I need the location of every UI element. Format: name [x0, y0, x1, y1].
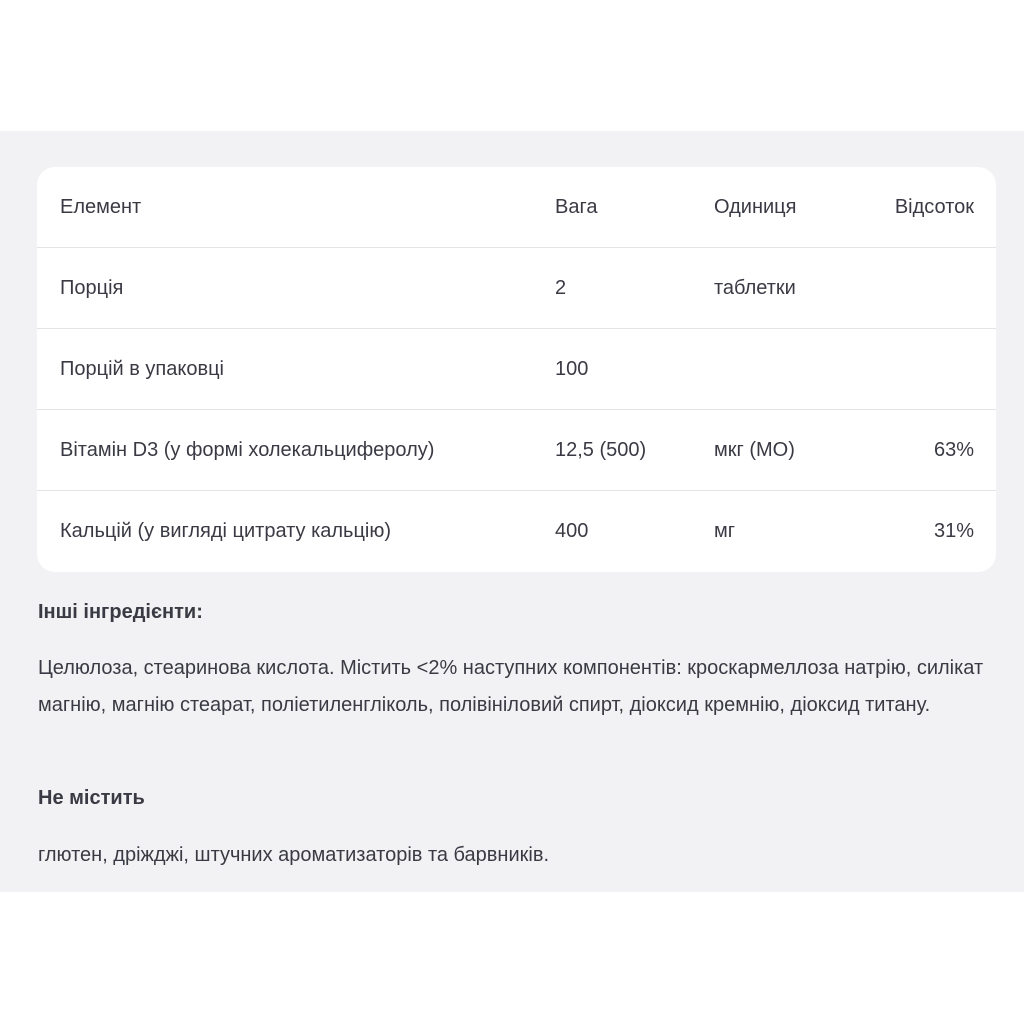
cell-percent: 31% — [933, 519, 974, 542]
cell-element: Порція — [60, 276, 124, 299]
cell-element: Кальцій (у вигляді цитрату кальцію) — [60, 519, 392, 542]
cell-weight: 100 — [555, 357, 589, 380]
cell-element: Порцій в упаковці — [60, 357, 225, 380]
supplement-facts-panel — [0, 131, 1024, 892]
cell-unit: мг — [714, 519, 736, 542]
free-from-text: глютен, дріжджі, штучних ароматизаторів та барвників. — [38, 844, 550, 866]
header-element: Елемент — [60, 195, 142, 218]
table-row — [37, 248, 996, 329]
cell-weight: 400 — [555, 519, 589, 542]
table-row — [37, 491, 996, 571]
header-percent: Відсоток — [894, 195, 974, 218]
cell-weight: 2 — [555, 276, 567, 299]
cell-element: Вітамін D3 (у формі холекальциферолу) — [60, 438, 435, 461]
table-row — [37, 329, 996, 410]
free-from-heading: Не містить — [38, 787, 145, 809]
header-weight: Вага — [555, 195, 598, 218]
header-unit: Одиниця — [714, 195, 797, 218]
cell-unit: таблетки — [714, 276, 796, 299]
cell-weight: 12,5 (500) — [555, 438, 647, 461]
table-row — [37, 410, 996, 491]
cell-unit: мкг (МО) — [714, 438, 795, 461]
table-header-row — [37, 167, 996, 248]
nutrition-table — [37, 167, 996, 572]
other-ingredients-heading: Інші інгредієнти: — [38, 601, 203, 623]
other-ingredients-text: Целюлоза, стеаринова кислота. Містить <2% наступних компонентів: кроскармеллоза натрію, силікат магнію, магнію стеарат, поліетиленгліколь, полівініловий спирт, діоксид кремнію, діоксид титану. — [38, 657, 984, 716]
cell-percent: 63% — [933, 438, 974, 461]
